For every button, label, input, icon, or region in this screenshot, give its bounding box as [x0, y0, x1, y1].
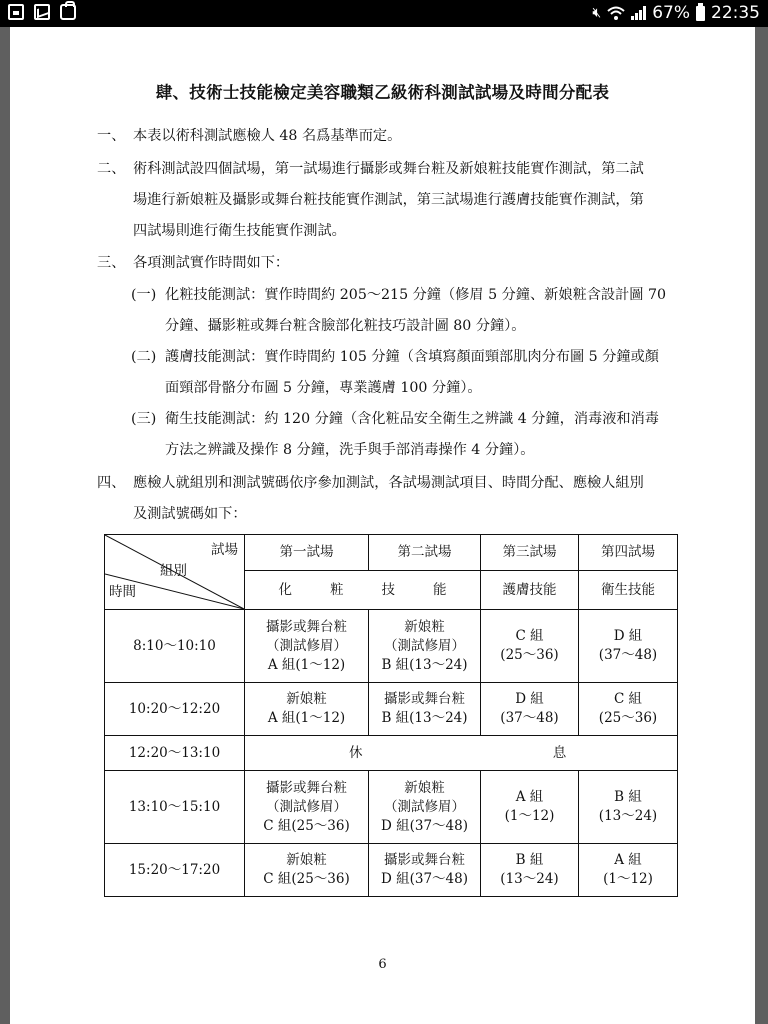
venue-header: 第四試場	[579, 535, 678, 571]
group-cell: 攝影或舞台粧 D 組(37～48)	[369, 844, 481, 897]
group-cell: D 組 (37～48)	[481, 683, 579, 736]
subitem-2	[131, 347, 659, 367]
group-cell: B 組 (13～24)	[481, 844, 579, 897]
corner-group-label: 組別	[160, 563, 187, 579]
table-row	[105, 610, 678, 683]
time-cell: 12:20～13:10	[105, 736, 245, 771]
subitem-1	[131, 285, 666, 305]
status-bar	[0, 0, 768, 27]
skill-char: 粧	[330, 581, 344, 598]
corner-header	[105, 535, 245, 610]
item-4	[97, 473, 644, 493]
system-icons	[592, 3, 760, 23]
group-cell: 新娘粧 （測試修眉） B 組(13～24)	[369, 610, 481, 683]
table-row	[105, 844, 678, 897]
group-cell: A 組 (1～12)	[481, 771, 579, 844]
item-1	[97, 126, 401, 146]
item-text: 本表以術科測試應檢人 48 名爲基準而定。	[133, 128, 402, 144]
time-cell: 13:10～15:10	[105, 771, 245, 844]
venue-header: 第三試場	[481, 535, 579, 571]
mute-icon: 🔇︎	[592, 5, 602, 21]
time-cell: 10:20～12:20	[105, 683, 245, 736]
skill-hygiene: 衛生技能	[579, 571, 678, 610]
item-2	[97, 159, 644, 179]
table-row	[105, 771, 678, 844]
skill-makeup	[245, 571, 481, 610]
item-text: 分鐘、攝影粧或舞台粧含臉部化粧技巧設計圖 80 分鐘）。	[165, 318, 526, 334]
item-text: 面頸部骨骼分布圖 5 分鐘，專業護膚 100 分鐘）。	[165, 380, 482, 396]
group-cell: 新娘粧 （測試修眉） D 組(37～48)	[369, 771, 481, 844]
signal-icon	[631, 6, 646, 20]
item-text: 護膚技能測試：實作時間約 105 分鐘（含填寫顏面頸部肌肉分布圖 5 分鐘或顏	[165, 349, 659, 365]
item-text: 各項測試實作時間如下：	[133, 255, 290, 271]
item-number: (一)	[131, 287, 157, 303]
table-row	[105, 683, 678, 736]
subitem-3	[131, 409, 659, 429]
notification-icons	[8, 4, 76, 20]
corner-venue-label: 試場	[211, 542, 238, 558]
skill-char: 化	[278, 581, 292, 598]
item-number: (二)	[131, 349, 157, 365]
table-header-row	[105, 535, 678, 571]
item-text: 衛生技能測試：約 120 分鐘（含化粧品安全衛生之辨識 4 分鐘，消毒液和消毒	[165, 411, 659, 427]
item-number: 一、	[97, 128, 126, 144]
group-cell: 攝影或舞台粧 （測試修眉） A 組(1～12)	[245, 610, 369, 683]
item-text: 應檢人就組別和測試號碼依序參加測試，各試場測試項目、時間分配、應檢人組別	[133, 475, 644, 491]
item-text: 四試場則進行衛生技能實作測試。	[133, 223, 346, 239]
venue-header: 第一試場	[245, 535, 369, 571]
gallery-icon	[8, 4, 24, 20]
group-cell: C 組 (25～36)	[579, 683, 678, 736]
break-label: 休	[349, 744, 363, 761]
group-cell: 新娘粧 C 組(25～36)	[245, 844, 369, 897]
item-text: 術科測試設四個試場，第一試場進行攝影或舞台粧及新娘粧技能實作測試，第二試	[133, 161, 644, 177]
battery-icon	[696, 6, 705, 21]
group-cell: 新娘粧 A 組(1～12)	[245, 683, 369, 736]
break-cell	[245, 736, 678, 771]
group-cell: B 組 (13～24)	[579, 771, 678, 844]
document-page	[10, 27, 755, 1024]
battery-percent: 67%	[652, 3, 690, 23]
time-cell: 15:20～17:20	[105, 844, 245, 897]
wifi-icon	[607, 6, 625, 20]
group-cell: D 組 (37～48)	[579, 610, 678, 683]
group-cell: 攝影或舞台粧 （測試修眉） C 組(25～36)	[245, 771, 369, 844]
item-number: 二、	[97, 161, 126, 177]
item-text: 場進行新娘粧及攝影或舞台粧技能實作測試，第三試場進行護膚技能實作測試，第	[133, 192, 644, 208]
corner-time-label: 時間	[109, 584, 136, 600]
skill-char: 能	[433, 581, 447, 598]
time-cell: 8:10～10:10	[105, 610, 245, 683]
item-text: 化粧技能測試：實作時間約 205～215 分鐘（修眉 5 分鐘、新娘粧含設計圖 70	[165, 287, 667, 303]
group-cell: A 組 (1～12)	[579, 844, 678, 897]
skill-char: 技	[381, 581, 395, 598]
page-number: 6	[378, 957, 387, 972]
item-number: (三)	[131, 411, 157, 427]
schedule-table	[104, 534, 678, 897]
mail-icon	[34, 4, 50, 20]
item-3	[97, 253, 289, 273]
clock: 22:35	[711, 3, 760, 23]
page-title: 肆、技術士技能檢定美容職類乙級術科測試試場及時間分配表	[155, 83, 610, 102]
table-row-break	[105, 736, 678, 771]
shopping-bag-icon	[60, 4, 76, 20]
item-number: 四、	[97, 475, 126, 491]
group-cell: 攝影或舞台粧 B 組(13～24)	[369, 683, 481, 736]
item-text: 及測試號碼如下：	[133, 506, 247, 522]
skill-skin: 護膚技能	[481, 571, 579, 610]
venue-header: 第二試場	[369, 535, 481, 571]
item-text: 方法之辨識及操作 8 分鐘，洗手與手部消毒操作 4 分鐘）。	[165, 442, 535, 458]
break-label: 息	[552, 744, 567, 761]
group-cell: C 組 (25～36)	[481, 610, 579, 683]
item-number: 三、	[97, 255, 126, 271]
